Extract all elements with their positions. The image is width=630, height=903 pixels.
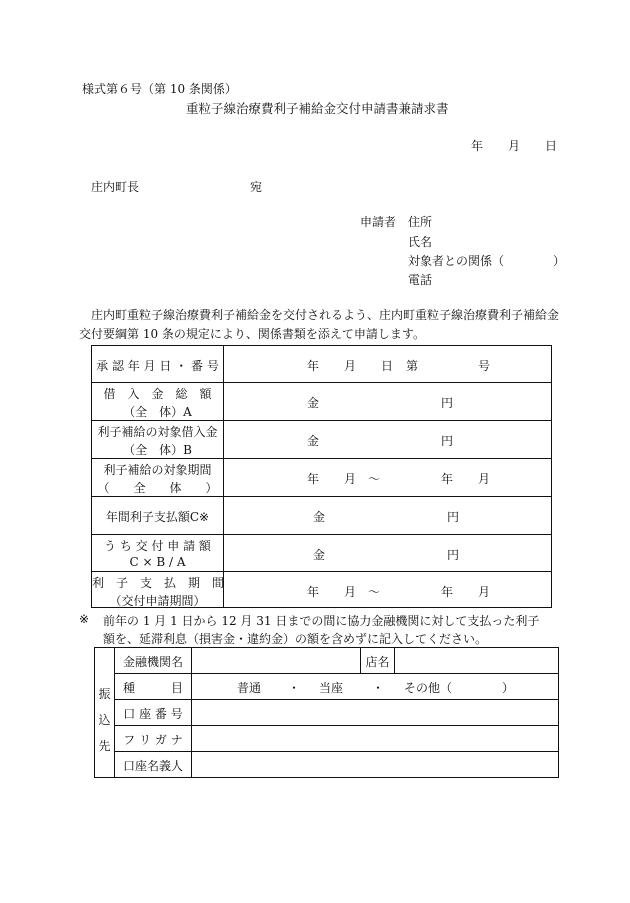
- approval-year-label: 年: [307, 359, 320, 373]
- subsidy-period-month2: 月: [478, 472, 491, 486]
- account-type-other: その他（: [404, 681, 453, 695]
- annual-interest-yen: 円: [447, 510, 460, 524]
- body-text-line2: 交付要綱第 10 条の規定により、関係書類を添えて申請します。: [79, 327, 425, 341]
- payment-period-month1: 月: [344, 585, 357, 599]
- form-number: 様式第６号（第 10 条関係）: [82, 82, 237, 96]
- furigana-label: フ リ ガ ナ: [123, 733, 183, 747]
- approval-date-number-label: 承 認 年 月 日 ・ 番 号: [96, 359, 219, 373]
- subsidy-loan-sublabel: （全 体）B: [123, 443, 192, 457]
- total-loan-kin: 金: [307, 396, 320, 410]
- applicant-relation-label: 対象者との関係（: [408, 254, 505, 268]
- total-loan-sublabel: （全 体）A: [123, 405, 192, 419]
- addressee-name: 庄内町長: [91, 180, 140, 194]
- transfer-side-char-1: 振: [98, 687, 111, 701]
- approval-go-label: 号: [478, 359, 491, 373]
- subsidy-period-month1: 月: [344, 472, 357, 486]
- subsidy-period-label: 利子補給の対象期間: [103, 463, 212, 477]
- payment-period-tilde: ～: [368, 585, 381, 599]
- account-number-label: 口 座 番 号: [123, 707, 183, 721]
- total-loan-label: 借 入 金 総 額: [103, 387, 212, 401]
- approval-day-label: 日: [381, 359, 394, 373]
- application-amount-formula: C × B / A: [129, 555, 186, 569]
- account-type-normal: 普通: [237, 681, 262, 695]
- application-amount-yen: 円: [447, 548, 460, 562]
- subsidy-period-tilde: ～: [368, 472, 381, 486]
- branch-name-label: 店名: [365, 655, 390, 669]
- annual-interest-label: 年間利子支払額C※: [105, 510, 210, 524]
- payment-period-year2: 年: [441, 585, 454, 599]
- bank-name-label: 金融機関名: [122, 655, 183, 669]
- note-line1: 前年の 1 月 1 日から 12 月 31 日までの間に協力金融機関に対して支払った利子: [103, 614, 540, 628]
- note-mark: ※: [79, 612, 90, 626]
- payment-period-year1: 年: [307, 585, 320, 599]
- annual-interest-kin: 金: [313, 510, 326, 524]
- account-holder-label: 口座名義人: [122, 759, 183, 773]
- subsidy-period-year2: 年: [441, 472, 454, 486]
- application-amount-kin: 金: [313, 548, 326, 562]
- account-type-other-close: ）: [502, 681, 515, 695]
- interest-payment-period-sublabel: （交付申請期間）: [109, 594, 206, 608]
- form-title: 重粒子線治療費利子補給金交付申請書兼請求書: [186, 101, 449, 116]
- date-day-label: 日: [545, 139, 558, 153]
- addressee-suffix: 宛: [250, 180, 263, 194]
- applicant-address-label: 住所: [408, 215, 433, 229]
- total-loan-yen: 円: [441, 396, 454, 410]
- account-type-separator-2: ・: [372, 681, 385, 695]
- date-month-label: 月: [508, 139, 521, 153]
- subsidy-loan-label: 利子補給の対象借入金: [97, 425, 218, 439]
- account-type-current: 当座: [319, 681, 344, 695]
- approval-dai-label: 第: [406, 359, 419, 373]
- applicant-phone-label: 電話: [408, 273, 433, 287]
- date-year-label: 年: [471, 139, 484, 153]
- account-type-separator-1: ・: [288, 681, 301, 695]
- applicant-relation-close: ）: [553, 254, 566, 268]
- transfer-side-char-2: 込: [98, 713, 111, 727]
- approval-month-label: 月: [344, 359, 357, 373]
- subsidy-loan-kin: 金: [307, 434, 320, 448]
- application-amount-label: う ち 交 付 申 請 額: [104, 539, 211, 553]
- subsidy-period-sublabel: （ 全 体 ）: [97, 481, 218, 495]
- body-text-line1: 庄内町重粒子線治療費利子補給金を交付されるよう、庄内町重粒子線治療費利子補給金: [91, 308, 560, 322]
- subsidy-period-year1: 年: [307, 472, 320, 486]
- payment-period-month2: 月: [478, 585, 491, 599]
- applicant-name-label: 氏名: [408, 235, 433, 249]
- subsidy-loan-yen: 円: [441, 434, 454, 448]
- interest-payment-period-label: 利 子 支 払 期 間: [92, 576, 225, 590]
- transfer-side-char-3: 先: [98, 739, 111, 753]
- applicant-label: 申請者: [360, 215, 397, 229]
- note-line2: 額を、延滞利息（損害金・違約金）の額を含めずに記入してください。: [103, 632, 488, 646]
- account-type-label: 種 目: [122, 681, 183, 695]
